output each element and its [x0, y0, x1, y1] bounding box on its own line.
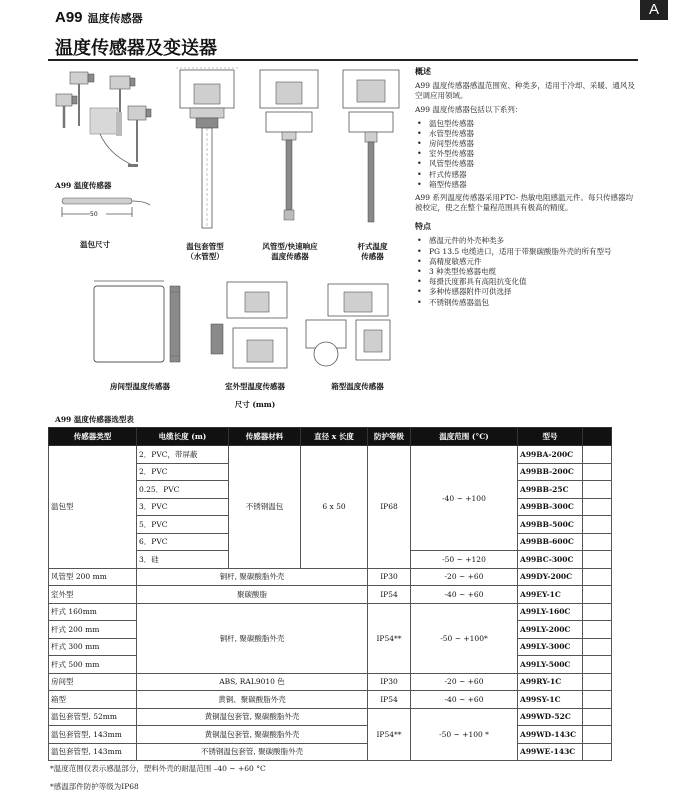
header-title: 温度传感器 — [87, 12, 143, 25]
blank-cell — [583, 551, 612, 569]
product-photo — [50, 66, 160, 170]
model-cell: A99WD-143C — [518, 726, 583, 744]
blank-cell — [583, 568, 612, 586]
list-item: • 室外型传感器 — [429, 149, 637, 159]
blank-cell — [583, 638, 612, 656]
caption-outdoor-type: 室外型温度传感器 — [225, 382, 285, 391]
blank-cell — [583, 463, 612, 481]
blank-cell — [583, 708, 612, 726]
table-row — [49, 691, 612, 709]
blank-cell — [583, 691, 612, 709]
list-item: • 多种传感器附件可供选择 — [429, 287, 637, 297]
table-row — [49, 586, 612, 604]
type-cell: 杆式 300 mm — [49, 638, 137, 656]
range-cell: -40 ~ +60 — [411, 691, 518, 709]
table-row — [49, 568, 612, 586]
features-list — [415, 236, 637, 307]
table-row — [49, 708, 612, 726]
bulb-dimension-drawing — [52, 193, 157, 223]
cable-cell: 0.25．PVC — [137, 481, 229, 499]
model-cell: A99LY-160C — [518, 603, 583, 621]
ip-cell: IP30 — [368, 568, 411, 586]
column-header: 电缆长度 (m) — [137, 428, 229, 446]
caption-a99: A99 温度传感器 — [55, 181, 112, 190]
box-type-drawing — [300, 280, 400, 370]
model-cell: A99WD-52C — [518, 708, 583, 726]
blank-cell — [583, 726, 612, 744]
type-cell: 室外型 — [49, 586, 137, 604]
material-cell: 黄铜温包套管, 聚碳酸脂外壳 — [137, 726, 368, 744]
caption-well-type: 温包套管型 （水管型） — [186, 242, 224, 261]
type-cell: 杆式 200 mm — [49, 621, 137, 639]
list-item: • 3 种类型传感器电缆 — [429, 267, 637, 277]
overview-paragraph-2: A99 温度传感器包括以下系列： — [415, 105, 523, 115]
type-cell: 温包型 — [49, 446, 137, 569]
cable-cell: 3．硅 — [137, 551, 229, 569]
material-cell: 黄铜温包套管, 聚碳酸脂外壳 — [137, 708, 368, 726]
column-header: 温度范围 (°C) — [411, 428, 518, 446]
list-item: • 不锈钢传感器温包 — [429, 298, 637, 308]
selection-table — [48, 427, 612, 761]
list-item: • 杆式传感器 — [429, 170, 637, 180]
model-cell: A99BC-300C — [518, 551, 583, 569]
size-cell: 6 x 50 — [301, 446, 368, 569]
model-cell: A99DY-200C — [518, 568, 583, 586]
blank-cell — [583, 481, 612, 499]
type-cell: 温包套管型, 143mm — [49, 743, 137, 761]
model-cell: A99EY-1C — [518, 586, 583, 604]
list-item: • 风管型传感器 — [429, 159, 637, 169]
footnote-2: *感温部件防护等级为IP68 — [50, 782, 139, 791]
type-cell: 温包套管型, 52mm — [49, 708, 137, 726]
blank-cell — [583, 446, 612, 464]
bulb-dimension-label: 50 — [90, 211, 98, 218]
header-code: A99 — [55, 9, 83, 26]
model-cell: A99BB-200C — [518, 463, 583, 481]
column-header: 传感器类型 — [49, 428, 137, 446]
column-header: 直径 x 长度 — [301, 428, 368, 446]
blank-cell — [583, 656, 612, 674]
range-cell: -50 ~ +100 * — [411, 708, 518, 761]
material-cell: 黄铜、聚碳酸脂外壳 — [137, 691, 368, 709]
model-cell: A99WE-143C — [518, 743, 583, 761]
range-cell: -50 ~ +100* — [411, 603, 518, 673]
dimension-units: 尺寸 (mm) — [234, 400, 276, 409]
range-cell: -40 ~ +60 — [411, 586, 518, 604]
model-cell: A99BB-25C — [518, 481, 583, 499]
material-cell: ABS, RAL9010 色 — [137, 673, 368, 691]
room-type-drawing — [88, 278, 188, 374]
ip-cell: IP54 — [368, 586, 411, 604]
cable-cell: 2．PVC，带屏蔽 — [137, 446, 229, 464]
model-cell: A99BB-500C — [518, 516, 583, 534]
features-heading: 特点 — [415, 221, 431, 232]
list-item: • 高精度敏感元件 — [429, 257, 637, 267]
caption-rod-type: 杆式温度 传感器 — [357, 242, 388, 261]
footnote-1: *温度范围仅表示感温部分，塑料外壳的耐温范围 –40 ~ +60 °C — [50, 764, 266, 773]
column-header: 防护等级 — [368, 428, 411, 446]
overview-section — [415, 66, 637, 308]
overview-paragraph-3: A99 系列温度传感器采用PTC- 热敏电阻感温元件。每只传感器均被校定，使之在整个量程范围具有极高的精度。 — [415, 193, 634, 213]
title-rule — [48, 59, 638, 61]
range-cell: -50 ~ +120 — [411, 551, 518, 569]
type-cell: 杆式 500 mm — [49, 656, 137, 674]
column-header: 型号 — [518, 428, 583, 446]
blank-cell — [583, 498, 612, 516]
model-cell: A99BB-600C — [518, 533, 583, 551]
list-item: • 房间型传感器 — [429, 139, 637, 149]
table-row — [49, 726, 612, 744]
blank-cell — [583, 603, 612, 621]
table-title: A99 温度传感器选型表 — [55, 415, 134, 424]
caption-box-type: 箱型温度传感器 — [331, 382, 384, 391]
list-item: • 水管型传感器 — [429, 129, 637, 139]
section-tab: A — [640, 0, 668, 20]
blank-cell — [583, 533, 612, 551]
type-cell: 杆式 160mm — [49, 603, 137, 621]
cable-cell: 2．PVC — [137, 463, 229, 481]
cable-cell: 6．PVC — [137, 533, 229, 551]
type-cell: 风管型 200 mm — [49, 568, 137, 586]
material-cell: 不锈钢温包套管, 聚碳酸脂外壳 — [137, 743, 368, 761]
model-cell: A99RY-1C — [518, 673, 583, 691]
range-cell: -40 ~ +100 — [411, 446, 518, 551]
column-header — [583, 428, 612, 446]
table-row — [49, 673, 612, 691]
ip-cell: IP54** — [368, 603, 411, 673]
ip-cell: IP68 — [368, 446, 411, 569]
list-item: • 温包型传感器 — [429, 119, 637, 129]
list-item: • 感温元件的外壳种类多 — [429, 236, 637, 246]
overview-paragraph-1: A99 温度传感器感温范围宽、种类多，适用于冷却、采暖、通风及空调应用领域。 — [415, 81, 635, 101]
caption-bulb-size: 温包尺寸 — [80, 240, 110, 249]
range-cell: -20 ~ +60 — [411, 568, 518, 586]
list-item: • 箱型传感器 — [429, 180, 637, 190]
ip-cell: IP30 — [368, 673, 411, 691]
material-cell: 铜杆, 聚碳酸脂外壳 — [137, 603, 368, 673]
table-row — [49, 603, 612, 621]
caption-duct-type: 风管型/快速响应 温度传感器 — [262, 242, 318, 261]
table-row — [49, 743, 612, 761]
type-cell: 温包套管型, 143mm — [49, 726, 137, 744]
overview-heading: 概述 — [415, 66, 431, 76]
list-item: • PG 13.5 电缆进口，适用于带聚碳酸脂外壳的所有型号 — [429, 247, 637, 257]
table-row — [49, 446, 612, 464]
blank-cell — [583, 586, 612, 604]
series-list — [415, 119, 637, 190]
material-cell: 铜杆, 聚碳酸脂外壳 — [137, 568, 368, 586]
model-cell: A99LY-300C — [518, 638, 583, 656]
duct-type-drawing — [252, 66, 327, 236]
blank-cell — [583, 743, 612, 761]
model-cell: A99LY-200C — [518, 621, 583, 639]
cable-cell: 5．PVC — [137, 516, 229, 534]
well-type-drawing — [172, 66, 242, 236]
ip-cell: IP54 — [368, 691, 411, 709]
cable-cell: 3．PVC — [137, 498, 229, 516]
table-header-row — [49, 428, 612, 446]
range-cell: -20 ~ +60 — [411, 673, 518, 691]
material-cell: 不锈钢温包 — [229, 446, 301, 569]
rod-type-drawing — [337, 66, 407, 236]
model-cell: A99BA-200C — [518, 446, 583, 464]
blank-cell — [583, 516, 612, 534]
outdoor-type-drawing — [205, 278, 295, 378]
page-title: 温度传感器及变送器 — [55, 38, 217, 59]
model-cell: A99BB-300C — [518, 498, 583, 516]
type-cell: 箱型 — [49, 691, 137, 709]
list-item: • 每摄氏度都具有高阻抗变化值 — [429, 277, 637, 287]
type-cell: 房间型 — [49, 673, 137, 691]
material-cell: 聚碳酸脂 — [137, 586, 368, 604]
blank-cell — [583, 673, 612, 691]
blank-cell — [583, 621, 612, 639]
ip-cell: IP54** — [368, 708, 411, 761]
model-cell: A99LY-500C — [518, 656, 583, 674]
page-header — [55, 7, 143, 26]
caption-room-type: 房间型温度传感器 — [110, 382, 170, 391]
model-cell: A99SY-1C — [518, 691, 583, 709]
column-header: 传感器材料 — [229, 428, 301, 446]
